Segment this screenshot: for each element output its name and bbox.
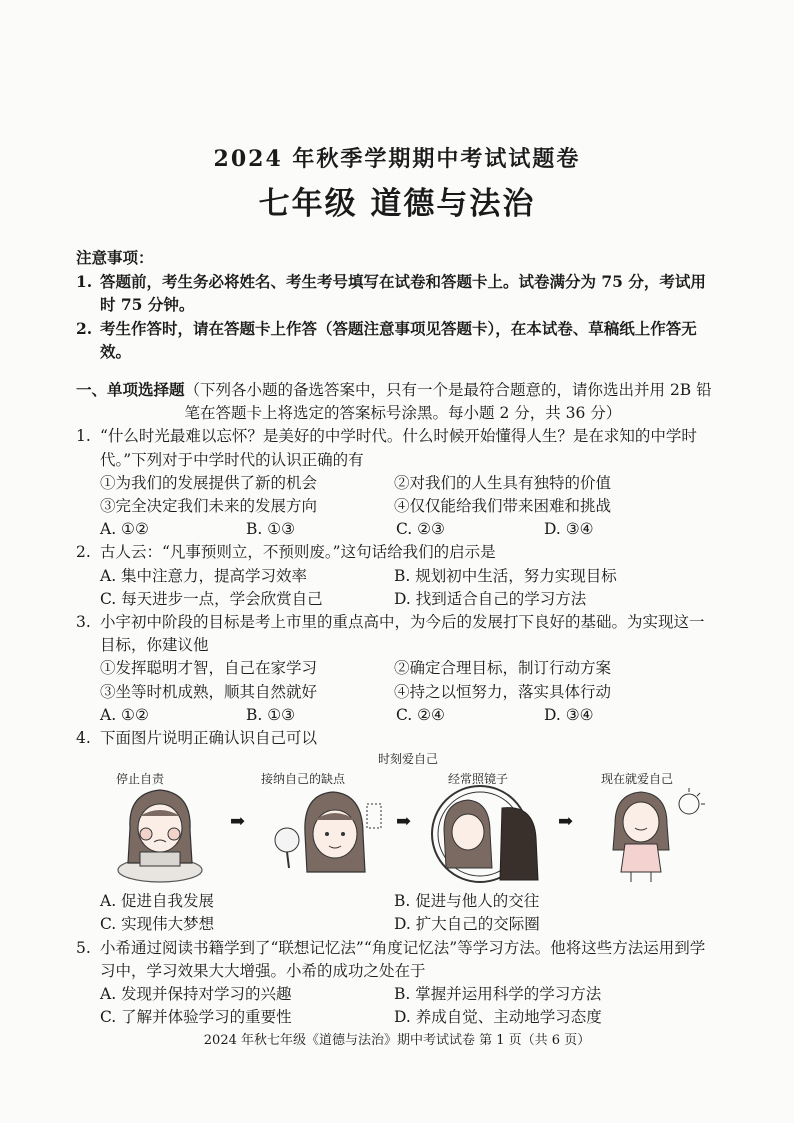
question-5 xyxy=(76,937,716,983)
question-stem: “什么时光最难以忘怀？是美好的中学时代。什么时候开始懂得人生？是在求知的中学时代。”下列对于中学时代的认识正确的有 xyxy=(100,427,697,469)
question-number: 1. xyxy=(76,427,91,446)
note-item xyxy=(76,270,716,316)
option-list xyxy=(100,983,716,1029)
section-instructions: （下列各小题的备选答案中，只有一个是最符合题意的，请你选出并用 2B 铅笔在答题卡上将选定的答案标号涂黑。每小题 2 分，共 36 分） xyxy=(184,381,712,423)
panel-caption: 经常照镜子 xyxy=(448,772,509,787)
option-b: B. ①③ xyxy=(246,520,296,539)
question-1 xyxy=(76,425,716,471)
exam-title: 2024 年秋季学期期中考试试题卷 xyxy=(213,146,581,172)
arrow-right-icon: ➡ xyxy=(396,811,412,833)
section-heading xyxy=(76,379,716,425)
option-b: B. 规划初中生活，努力实现目标 xyxy=(394,566,617,585)
statement: ④持之以恒努力，落实具体行动 xyxy=(394,682,612,701)
note-text: 答题前，考生务必将姓名、考生考号填写在试卷和答题卡上。试卷满分为 75 分，考试用时 75 分钟。 xyxy=(100,272,706,315)
statement: ①为我们的发展提供了新的机会 xyxy=(100,473,318,492)
panel-caption: 接纳自己的缺点 xyxy=(261,772,346,787)
question-stem: 小宇初中阶段的目标是考上市里的重点高中，为今后的发展打下良好的基础。为实现这一目标，你建议他 xyxy=(100,613,705,655)
statement: ③坐等时机成熟，顺其自然就好 xyxy=(100,682,318,701)
option-b: B. 掌握并运用科学的学习方法 xyxy=(394,985,602,1004)
arrow-right-icon: ➡ xyxy=(558,811,574,833)
option-b: B. ①③ xyxy=(246,705,296,724)
option-b: B. 促进与他人的交往 xyxy=(394,892,540,911)
option-d: D. ③④ xyxy=(544,520,594,539)
option-list xyxy=(100,518,716,541)
question-stem: 下面图片说明正确认识自己可以 xyxy=(100,729,318,748)
option-d: D. 找到适合自己的学习方法 xyxy=(394,589,587,608)
option-c: C. 每天进步一点，学会欣赏自己 xyxy=(100,589,323,608)
option-a: A. 促进自我发展 xyxy=(100,892,215,911)
page-footer: 2024 年秋七年级《道德与法治》期中考试试卷 第 1 页（共 6 页） xyxy=(203,1033,591,1048)
question-number: 3. xyxy=(76,613,91,632)
subject-title: 七年级 道德与法治 xyxy=(258,186,536,222)
notes-heading: 注意事项： xyxy=(76,249,154,267)
statement-list xyxy=(100,472,716,518)
question-number: 2. xyxy=(76,543,91,562)
statement-list xyxy=(100,657,716,703)
note-item xyxy=(76,317,716,363)
arrow-right-icon: ➡ xyxy=(230,811,246,833)
option-list xyxy=(100,890,716,936)
panel-caption: 停止自责 xyxy=(116,772,165,787)
section-title: 一、单项选择题 xyxy=(76,381,185,400)
statement: ④仅仅能给我们带来困难和挑战 xyxy=(394,497,612,516)
exam-body xyxy=(76,247,716,1029)
option-list xyxy=(100,565,716,611)
statement: ③完全决定我们未来的发展方向 xyxy=(100,497,318,516)
question-stem: 小希通过阅读书籍学到了“联想记忆法”“角度记忆法”等学习方法。他将这些方法运用到学习中，学习效果大大增强。小希的成功之处在于 xyxy=(100,938,706,980)
statement: ②确定合理目标，制订行动方案 xyxy=(394,659,612,678)
note-number: 1. xyxy=(76,272,93,292)
option-c: C. ②④ xyxy=(396,705,445,724)
option-d: D. 养成自觉、主动地学习态度 xyxy=(394,1008,602,1027)
option-list xyxy=(100,704,716,727)
option-a: A. ①② xyxy=(100,520,149,539)
question-3 xyxy=(76,611,716,657)
illustration-title: 时刻爱自己 xyxy=(378,752,439,767)
option-c: C. 了解并体验学习的重要性 xyxy=(100,1008,292,1027)
cartoon-panel xyxy=(422,768,552,886)
statement: ①发挥聪明才智，自己在家学习 xyxy=(100,659,318,678)
question-stem: 古人云：“凡事预则立，不预则废。”这句话给我们的启示是 xyxy=(100,543,496,562)
cartoon-illustration xyxy=(100,750,716,890)
note-text: 考生作答时，请在答题卡上作答（答题注意事项见答题卡），在本试卷、草稿纸上作答无效。 xyxy=(100,318,697,361)
panel-caption: 现在就爱自己 xyxy=(601,772,674,787)
statement: ②对我们的人生具有独特的价值 xyxy=(394,473,612,492)
cartoon-panel xyxy=(255,768,390,886)
cartoon-panel xyxy=(585,768,715,886)
question-4 xyxy=(76,727,716,750)
option-a: A. 集中注意力，提高学习效率 xyxy=(100,566,308,585)
option-c: C. ②③ xyxy=(396,520,445,539)
option-d: D. ③④ xyxy=(544,705,594,724)
option-c: C. 实现伟大梦想 xyxy=(100,915,215,934)
cartoon-panel xyxy=(100,768,220,886)
option-d: D. 扩大自己的交际圈 xyxy=(394,915,540,934)
note-number: 2. xyxy=(76,318,93,338)
question-number: 5. xyxy=(76,938,91,957)
question-2 xyxy=(76,541,716,564)
option-a: A. 发现并保持对学习的兴趣 xyxy=(100,985,292,1004)
option-a: A. ①② xyxy=(100,705,149,724)
question-number: 4. xyxy=(76,729,91,748)
